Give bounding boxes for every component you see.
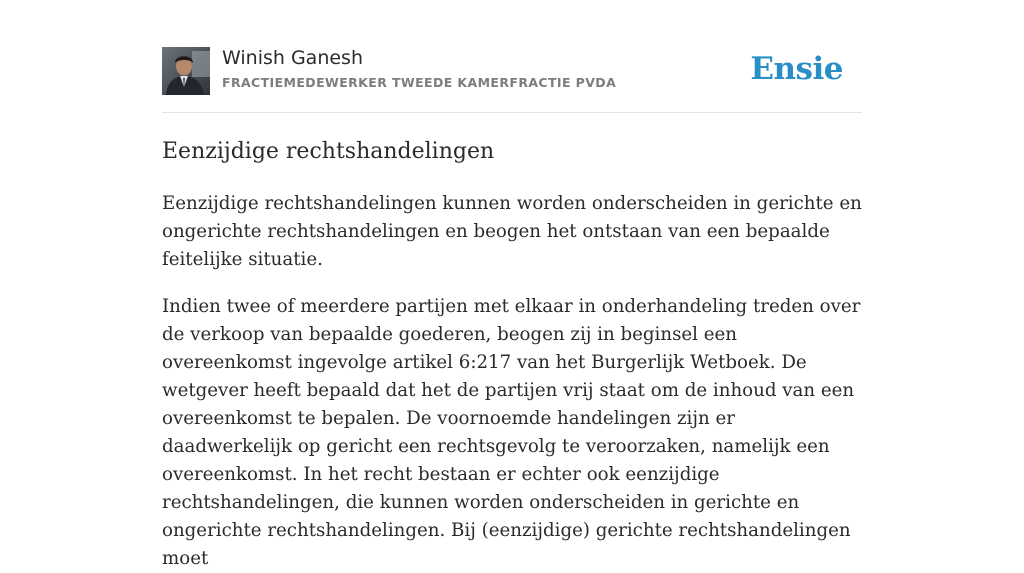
person-photo-avatar-icon [162, 47, 210, 95]
author-name[interactable]: Winish Ganesh [222, 47, 363, 69]
article-paragraph: Eenzijdige rechtshandelingen kunnen worden onderscheiden in gerichte en ongerichte rechtshandelingen en beogen het ontstaan van een bepaalde feitelijke situatie. [162, 193, 862, 270]
article-paragraph: Indien twee of meerdere partijen met elkaar in onderhandeling treden over de verkoop van bepaalde goederen, beogen zij in beginsel een overeenkomst ingevolge artikel 6:217 van het Burgerlijk Wetboek. De wetgever heeft bepaald dat het de partijen vrij staat om de inhoud van een overeenkomst te bepalen. De voornoemde handelingen zijn er daadwerkelijk op gericht een rechtsgevolg te veroorzaken, namelijk een overeenkomst. In het recht bestaan er echter ook eenzijdige rechtshandelingen, die kunnen worden onderscheiden in gerichte en ongerichte rechtshandelingen. Bij (eenzijdige) gerichte rechtshandelingen moet [162, 296, 861, 569]
author-role: FRACTIEMEDEWERKER TWEEDE KAMERFRACTIE PVDA [222, 75, 617, 90]
author-avatar[interactable] [162, 47, 210, 95]
article-container [162, 0, 862, 569]
brand-logo[interactable]: Ensie [750, 51, 843, 87]
article-title: Eenzijdige rechtshandelingen [162, 139, 495, 164]
article-header [162, 0, 862, 113]
